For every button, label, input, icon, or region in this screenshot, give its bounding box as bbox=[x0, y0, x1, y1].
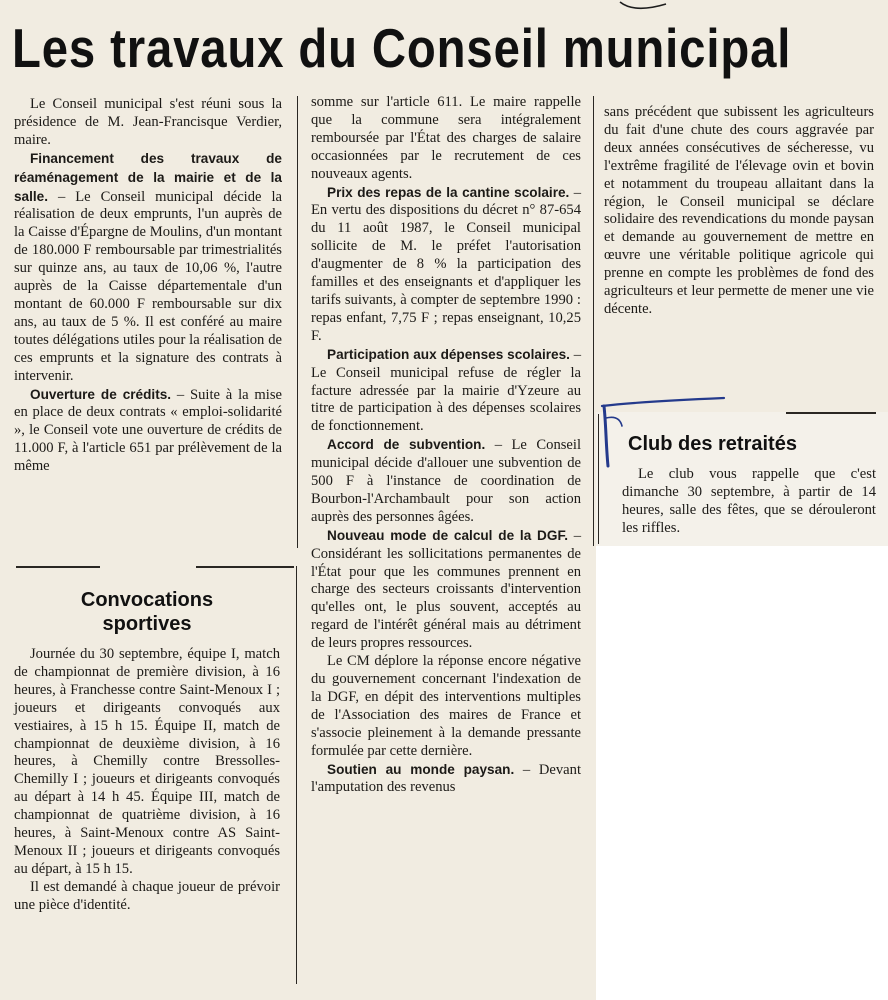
column-rule bbox=[297, 96, 298, 548]
sports-section-title bbox=[14, 588, 280, 636]
paragraph bbox=[311, 184, 581, 346]
club-text bbox=[622, 466, 876, 538]
paragraph bbox=[14, 646, 280, 879]
paragraph-text: somme sur l'article 611. Le maire rappelle que la commune sera intégralement remboursée par l'État des charges de salaire occasionnées par le recrutement de ces nouveaux agents. bbox=[311, 94, 581, 182]
article-column-2 bbox=[311, 94, 581, 797]
paragraph bbox=[311, 653, 581, 760]
article-column-1 bbox=[14, 96, 282, 476]
box-rule-top bbox=[786, 412, 876, 414]
paragraph bbox=[311, 94, 581, 184]
paragraph bbox=[622, 466, 876, 538]
paragraph bbox=[14, 879, 280, 915]
paragraph bbox=[311, 346, 581, 437]
box-rule-right bbox=[296, 566, 297, 984]
section-subheading: Ouverture de crédits. bbox=[30, 386, 172, 402]
sports-title-line-1: Convocations bbox=[80, 589, 214, 611]
section-subheading: Accord de subvention. bbox=[327, 437, 486, 453]
paragraph-text: Le club vous rappelle que c'est dimanche 30 septembre, à partir de 14 heures, salle des fêtes, que se dérouleront les riffles. bbox=[622, 466, 876, 536]
paragraph bbox=[311, 761, 581, 798]
section-subheading: Participation aux dépenses scolaires. bbox=[327, 346, 570, 362]
section-subheading: Soutien au monde paysan. bbox=[327, 761, 515, 777]
paragraph bbox=[604, 104, 874, 319]
box-rule-top bbox=[196, 566, 294, 568]
paragraph-text: Le Conseil municipal s'est réuni sous la présidence de M. Jean-Francisque Verdier, maire. bbox=[14, 96, 282, 148]
paragraph-text: – En vertu des dispositions du décret n° 87-654 du 11 août 1987, le Conseil municipal sollicite de M. le préfet l'autorisation d'augmenter de 8 % la participation des familles et des enseignants et d'appliquer les tarifs suivants, à compter de septembre 1990 : repas enfant, 7,75 F ; repas enseignant, 10,25 F. bbox=[311, 184, 581, 344]
paragraph-text: – Suite à la mise en place de deux contrats « emploi-solidarité », le Conseil vote une ouverture de crédits de 11.000 F, à l'article 651 par prélèvement de la même bbox=[14, 386, 282, 475]
paragraph-text: Il est demandé à chaque joueur de prévoir une pièce d'identité. bbox=[14, 878, 280, 913]
headline: Les travaux du Conseil municipal bbox=[12, 16, 792, 79]
blank-area bbox=[596, 546, 888, 1000]
box-rule-top bbox=[16, 566, 100, 568]
paragraph bbox=[14, 96, 282, 150]
section-subheading: Financement des travaux de réaménagement de la mairie et de la salle. bbox=[14, 150, 282, 204]
paragraph-text: – Devant l'amputation des revenus bbox=[311, 761, 581, 796]
section-subheading: Prix des repas de la cantine scolaire. bbox=[327, 184, 570, 200]
paragraph bbox=[14, 386, 282, 477]
sports-title-line-2: sportives bbox=[102, 613, 192, 635]
paragraph bbox=[311, 436, 581, 527]
paragraph-text: Le CM déplore la réponse encore négative du gouvernement concernant l'indexation de la DGF, en dépit des interventions multiples de l'Association des maires de France et s'associe pleinement à la demande pressante formulée par cette dernière. bbox=[311, 653, 581, 759]
club-section-title: Club des retraités bbox=[628, 433, 797, 455]
paragraph bbox=[14, 150, 282, 386]
paragraph bbox=[311, 527, 581, 653]
paragraph-text: – Le Conseil municipal décide d'allouer une subvention de 500 F à l'instance de coordination de Bourbon-l'Archambault pour son action auprès des personnes âgées. bbox=[311, 437, 582, 525]
pen-mark bbox=[596, 396, 736, 472]
paragraph-text: – Considérant les sollicitations permanentes de l'État pour que les communes prennent en charge des secteurs croissants d'intervention qu'elles ont, le plus souvent, acceptés au regard de l'intérêt général mais au détriment de leurs propres ressources. bbox=[311, 527, 581, 652]
paragraph-text: – Le Conseil municipal décide la réalisation de deux emprunts, l'un auprès de la Caisse d'Épargne de Moulins, d'un montant de 180.000 F remboursable par trimestrialités sur quinze ans, au taux de 10,06 %, l'autre auprès de la Caisse départementale d'un montant de 60.000 F remboursable sur dix ans, au taux de 5 %. Il est conféré au maire toutes délégations utiles pour la réalisation de ces emprunts et la signature des contrats à intervenir. bbox=[14, 188, 282, 384]
section-subheading: Nouveau mode de calcul de la DGF. bbox=[327, 527, 569, 543]
column-rule bbox=[593, 96, 594, 546]
paragraph-text: sans précédent que subissent les agriculteurs du fait d'une chute des cours aggravée par deux années consécutives de sécheresse, vu l'extrême fragilité de l'élevage ovin et bovin et notamment du troupeau allaitant dans la région, le Conseil municipal se déclare solidaire des revendications du monde paysan et demande au gouvernement de mettre en œuvre une véritable politique agricole qui prenne en compte les problèmes de fond des agriculteurs et leur permette de mener une vie décente. bbox=[604, 104, 874, 317]
article-column-3 bbox=[604, 104, 874, 319]
sports-text bbox=[14, 646, 280, 915]
paragraph-text: Journée du 30 septembre, équipe I, match de championnat de première division, à 16 heures, à Franchesse contre Saint-Menoux I ; joueurs et dirigeants convoqués aux vestiaires, à 15 h 15. Équipe II, match de championnat de deuxième division, à 16 heures, à Chemilly contre Bressolles-Chemilly I ; joueurs et dirigeants convoqués au départ à 14 h 45. Équipe III, match de championnat de quatrième division, à 16 heures, à Saint-Menoux contre AS Saint-Menoux II ; joueurs et dirigeants convoqués au départ, à 15 h 15. bbox=[14, 646, 280, 877]
pen-mark-top bbox=[616, 0, 676, 12]
paragraph-text: – Le Conseil municipal refuse de régler la facture adressée par la mairie d'Yzeure au titre de participation à des dépenses scolaires de fonctionnement. bbox=[311, 346, 581, 435]
